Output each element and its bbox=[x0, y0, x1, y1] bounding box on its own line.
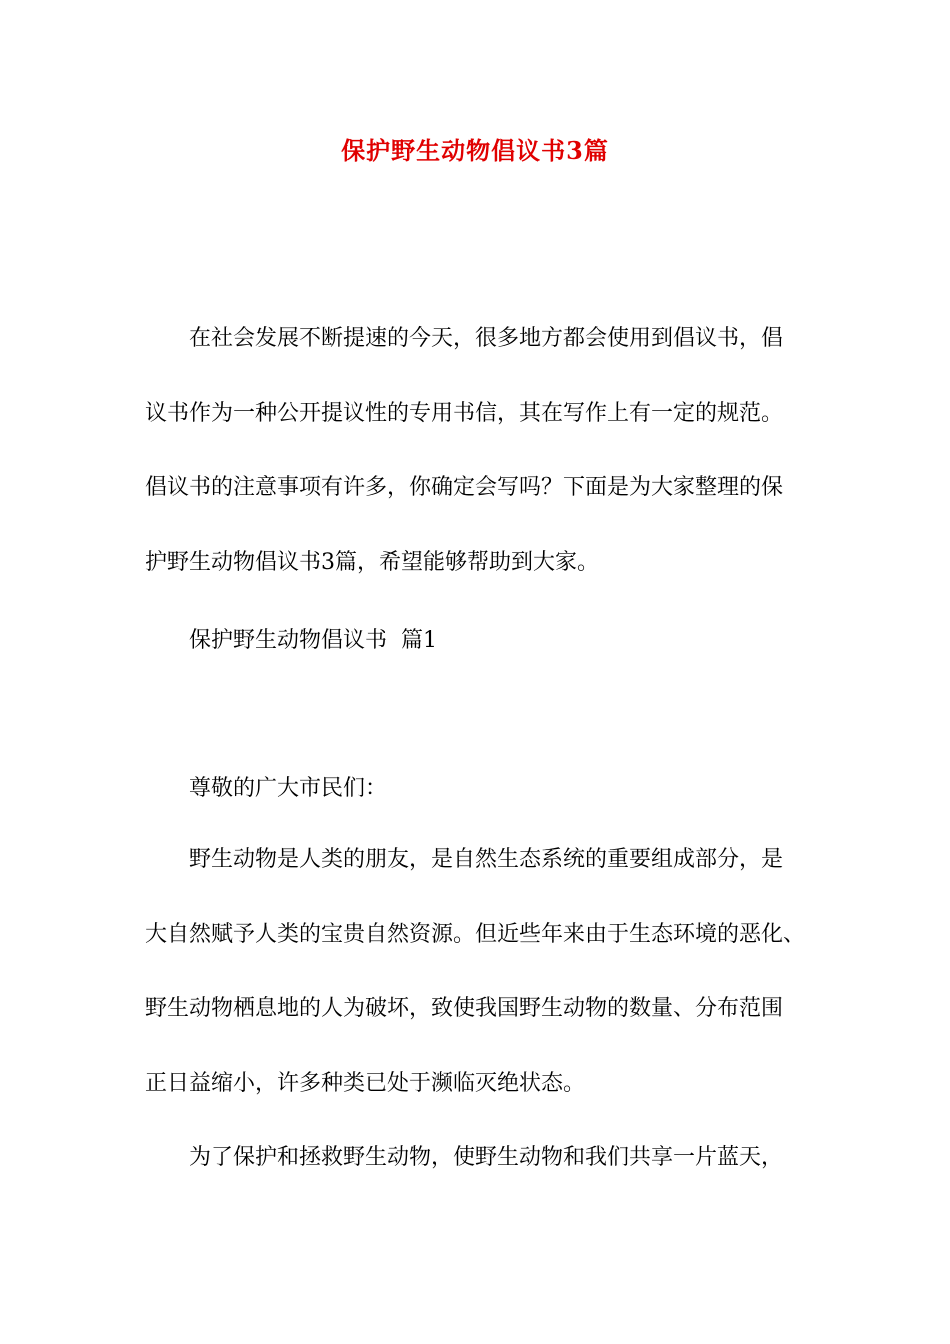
body-line: 野生动物是人类的朋友，是自然生态系统的重要组成部分，是 bbox=[189, 847, 784, 872]
document-title: 保护野生动物倡议书3篇 bbox=[341, 136, 609, 165]
section-heading: 保护野生动物倡议书 篇1 bbox=[189, 628, 437, 653]
body-line: 正日益缩小，许多种类已处于濒临灭绝状态。 bbox=[145, 1070, 586, 1096]
body-paragraph bbox=[145, 1121, 825, 1196]
intro-line: 护野生动物倡议书3篇，希望能够帮助到大家。 bbox=[145, 549, 599, 575]
intro-paragraph bbox=[145, 302, 815, 600]
intro-line: 在社会发展不断提速的今天，很多地方都会使用到倡议书，倡 bbox=[189, 326, 784, 351]
intro-line: 倡议书的注意事项有许多，你确定会写吗？下面是为大家整理的保 bbox=[145, 475, 784, 500]
body-paragraph bbox=[145, 823, 825, 1121]
intro-line: 议书作为一种公开提议性的专用书信，其在写作上有一定的规范。 bbox=[145, 400, 784, 426]
greeting-line: 尊敬的广大市民们： bbox=[189, 776, 388, 801]
body-line: 大自然赋予人类的宝贵自然资源。但近些年来由于生态环境的恶化、 bbox=[145, 921, 806, 947]
body-line: 野生动物栖息地的人为破坏，致使我国野生动物的数量、分布范围 bbox=[145, 996, 784, 1021]
body-line: 为了保护和拯救野生动物，使野生动物和我们共享一片蓝天， bbox=[189, 1145, 784, 1170]
